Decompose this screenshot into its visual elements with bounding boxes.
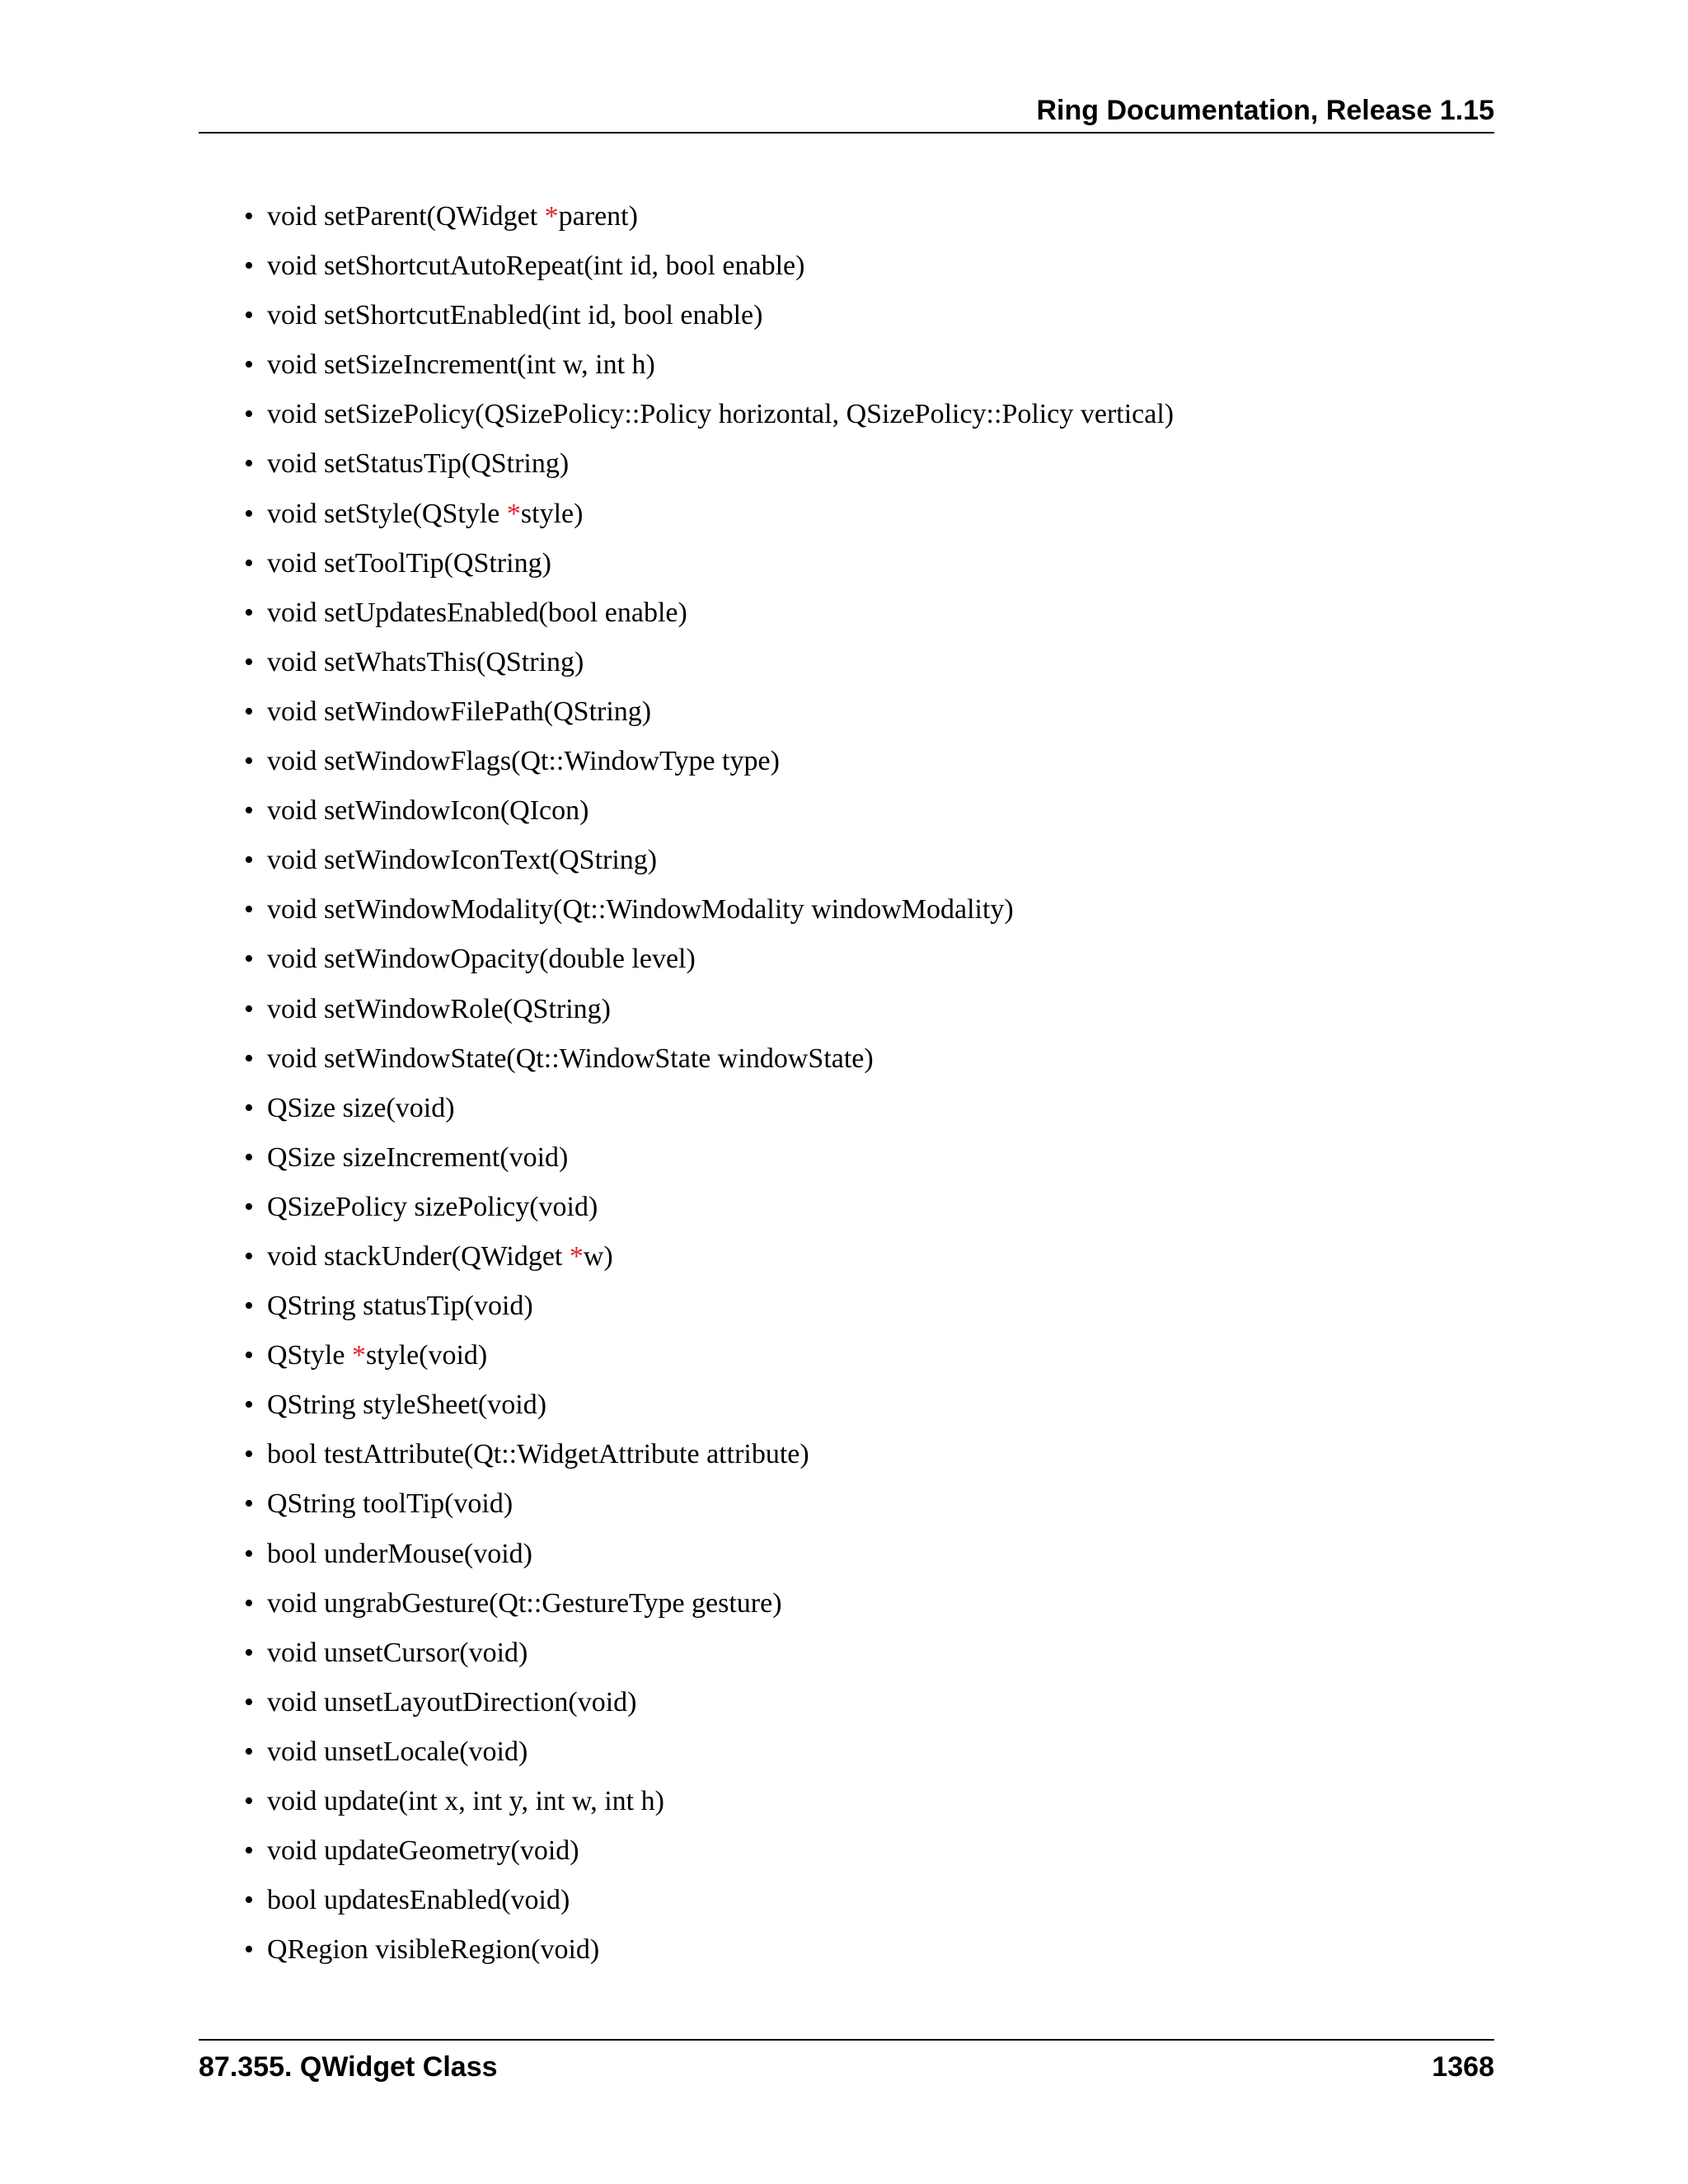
method-signature-text: QStyle	[267, 1340, 352, 1371]
bullet-icon: •	[244, 201, 254, 232]
bullet-icon: •	[244, 1390, 254, 1421]
document-title: Ring Documentation, Release 1.15	[1036, 95, 1494, 126]
method-signature-text: bool testAttribute(Qt::WidgetAttribute attribute)	[267, 1439, 809, 1470]
bullet-icon: •	[244, 1637, 254, 1668]
method-signature-text: void setToolTip(QString)	[267, 547, 551, 579]
method-signature-text: QSizePolicy sizePolicy(void)	[267, 1191, 598, 1222]
bullet-icon: •	[244, 944, 254, 975]
method-signature-text: style)	[520, 498, 584, 529]
bullet-icon: •	[244, 1488, 254, 1520]
bullet-icon: •	[244, 1291, 254, 1322]
method-signature-text: void setStatusTip(QString)	[267, 448, 570, 480]
method-signature-text: style(void)	[365, 1340, 488, 1371]
list-item	[244, 1583, 1480, 1633]
bullet-icon: •	[244, 1587, 254, 1619]
bullet-icon: •	[244, 547, 254, 579]
list-item	[244, 1483, 1480, 1533]
list-item	[244, 443, 1480, 493]
method-signature-text: void stackUnder(QWidget	[267, 1240, 570, 1272]
pointer-asterisk: *	[506, 498, 521, 529]
bullet-icon: •	[244, 1439, 254, 1470]
list-item	[244, 394, 1480, 443]
method-signature-text: void update(int x, int y, int w, int h)	[267, 1786, 664, 1816]
pointer-asterisk: *	[569, 1240, 584, 1272]
bullet-icon: •	[244, 399, 254, 430]
list-item	[244, 741, 1480, 790]
bullet-icon: •	[244, 1686, 254, 1718]
method-signature-text: void unsetLayoutDirection(void)	[267, 1686, 637, 1718]
method-signature-text: QSize size(void)	[267, 1092, 455, 1123]
bullet-icon: •	[244, 696, 254, 727]
method-signature-text: bool underMouse(void)	[267, 1538, 533, 1569]
list-item	[244, 1137, 1480, 1187]
list-item	[244, 1633, 1480, 1682]
method-signature-text: void setWindowRole(QString)	[267, 993, 611, 1024]
bullet-icon: •	[244, 1538, 254, 1569]
method-signature-text: void setSizeIncrement(int w, int h)	[267, 349, 655, 381]
method-signature-text: QSize sizeIncrement(void)	[267, 1141, 569, 1173]
method-signature-text: void setWindowIconText(QString)	[267, 845, 658, 876]
list-item	[244, 1335, 1480, 1385]
bullet-icon: •	[244, 498, 254, 529]
list-item	[244, 196, 1480, 246]
pointer-asterisk: *	[351, 1340, 366, 1371]
method-signature-text: void setWindowState(Qt::WindowState windowState)	[267, 1043, 874, 1074]
list-item	[244, 1088, 1480, 1137]
list-item	[244, 593, 1480, 642]
bullet-icon: •	[244, 795, 254, 827]
list-item	[244, 840, 1480, 889]
list-item	[244, 543, 1480, 593]
method-signature-text: void setUpdatesEnabled(bool enable)	[267, 597, 687, 628]
bullet-icon: •	[244, 1885, 254, 1916]
bullet-icon: •	[244, 1786, 254, 1816]
list-item	[244, 1534, 1480, 1583]
page-footer	[199, 2039, 1494, 2083]
list-item	[244, 1286, 1480, 1335]
bullet-icon: •	[244, 894, 254, 926]
method-signature-text: void setWindowModality(Qt::WindowModality windowModality)	[267, 894, 1014, 926]
list-item	[244, 1385, 1480, 1434]
bullet-icon: •	[244, 1934, 254, 1966]
list-item	[244, 494, 1480, 543]
list-item	[244, 1682, 1480, 1732]
method-signature-text: w)	[583, 1240, 613, 1272]
method-signature-text: void setWindowOpacity(double level)	[267, 944, 696, 975]
bullet-icon: •	[244, 1092, 254, 1123]
bullet-icon: •	[244, 1191, 254, 1222]
method-signature-text: void setShortcutEnabled(int id, bool enable)	[267, 300, 763, 331]
list-item	[244, 344, 1480, 394]
page-number: 1368	[1432, 2051, 1494, 2083]
method-signature-text: void setWindowFilePath(QString)	[267, 696, 652, 727]
bullet-icon: •	[244, 349, 254, 381]
list-item	[244, 1236, 1480, 1286]
method-signature-text: QString statusTip(void)	[267, 1291, 533, 1322]
list-item	[244, 889, 1480, 939]
bullet-icon: •	[244, 1835, 254, 1867]
list-item	[244, 691, 1480, 741]
list-item	[244, 790, 1480, 840]
list-item	[244, 989, 1480, 1038]
list-item	[244, 1038, 1480, 1088]
method-signature-text: void unsetLocale(void)	[267, 1736, 528, 1767]
list-item	[244, 1732, 1480, 1781]
section-title: 87.355. QWidget Class	[199, 2051, 498, 2083]
list-item	[244, 642, 1480, 691]
list-item	[244, 1880, 1480, 1929]
method-signature-text: void setWindowFlags(Qt::WindowType type)	[267, 746, 780, 777]
method-signature-text: QRegion visibleRegion(void)	[267, 1934, 600, 1966]
bullet-icon: •	[244, 746, 254, 777]
pointer-asterisk: *	[544, 201, 559, 232]
method-signature-text: void setStyle(QStyle	[267, 498, 507, 529]
bullet-icon: •	[244, 1043, 254, 1074]
method-signature-text: void setWhatsThis(QString)	[267, 646, 584, 677]
method-list	[244, 196, 1480, 1979]
page-content	[244, 196, 1480, 1979]
method-signature-text: parent)	[558, 201, 638, 232]
method-signature-text: bool updatesEnabled(void)	[267, 1885, 570, 1916]
method-signature-text: void setShortcutAutoRepeat(int id, bool enable)	[267, 251, 805, 282]
bullet-icon: •	[244, 1141, 254, 1173]
method-signature-text: void ungrabGesture(Qt::GestureType gesture)	[267, 1587, 782, 1619]
list-item	[244, 295, 1480, 344]
list-item	[244, 1781, 1480, 1830]
bullet-icon: •	[244, 646, 254, 677]
method-signature-text: void setSizePolicy(QSizePolicy::Policy horizontal, QSizePolicy::Policy vertical)	[267, 399, 1175, 430]
bullet-icon: •	[244, 845, 254, 876]
method-signature-text: QString toolTip(void)	[267, 1488, 513, 1520]
bullet-icon: •	[244, 251, 254, 282]
method-signature-text: void setParent(QWidget	[267, 201, 545, 232]
method-signature-text: QString styleSheet(void)	[267, 1390, 547, 1421]
bullet-icon: •	[244, 1340, 254, 1371]
bullet-icon: •	[244, 448, 254, 480]
page-header	[199, 89, 1494, 134]
bullet-icon: •	[244, 993, 254, 1024]
method-signature-text: void unsetCursor(void)	[267, 1637, 528, 1668]
bullet-icon: •	[244, 300, 254, 331]
bullet-icon: •	[244, 597, 254, 628]
method-signature-text: void updateGeometry(void)	[267, 1835, 579, 1867]
list-item	[244, 1830, 1480, 1880]
list-item	[244, 1187, 1480, 1236]
method-signature-text: void setWindowIcon(QIcon)	[267, 795, 589, 827]
bullet-icon: •	[244, 1736, 254, 1767]
list-item	[244, 1929, 1480, 1979]
list-item	[244, 939, 1480, 988]
bullet-icon: •	[244, 1240, 254, 1272]
list-item	[244, 1434, 1480, 1483]
list-item	[244, 246, 1480, 295]
